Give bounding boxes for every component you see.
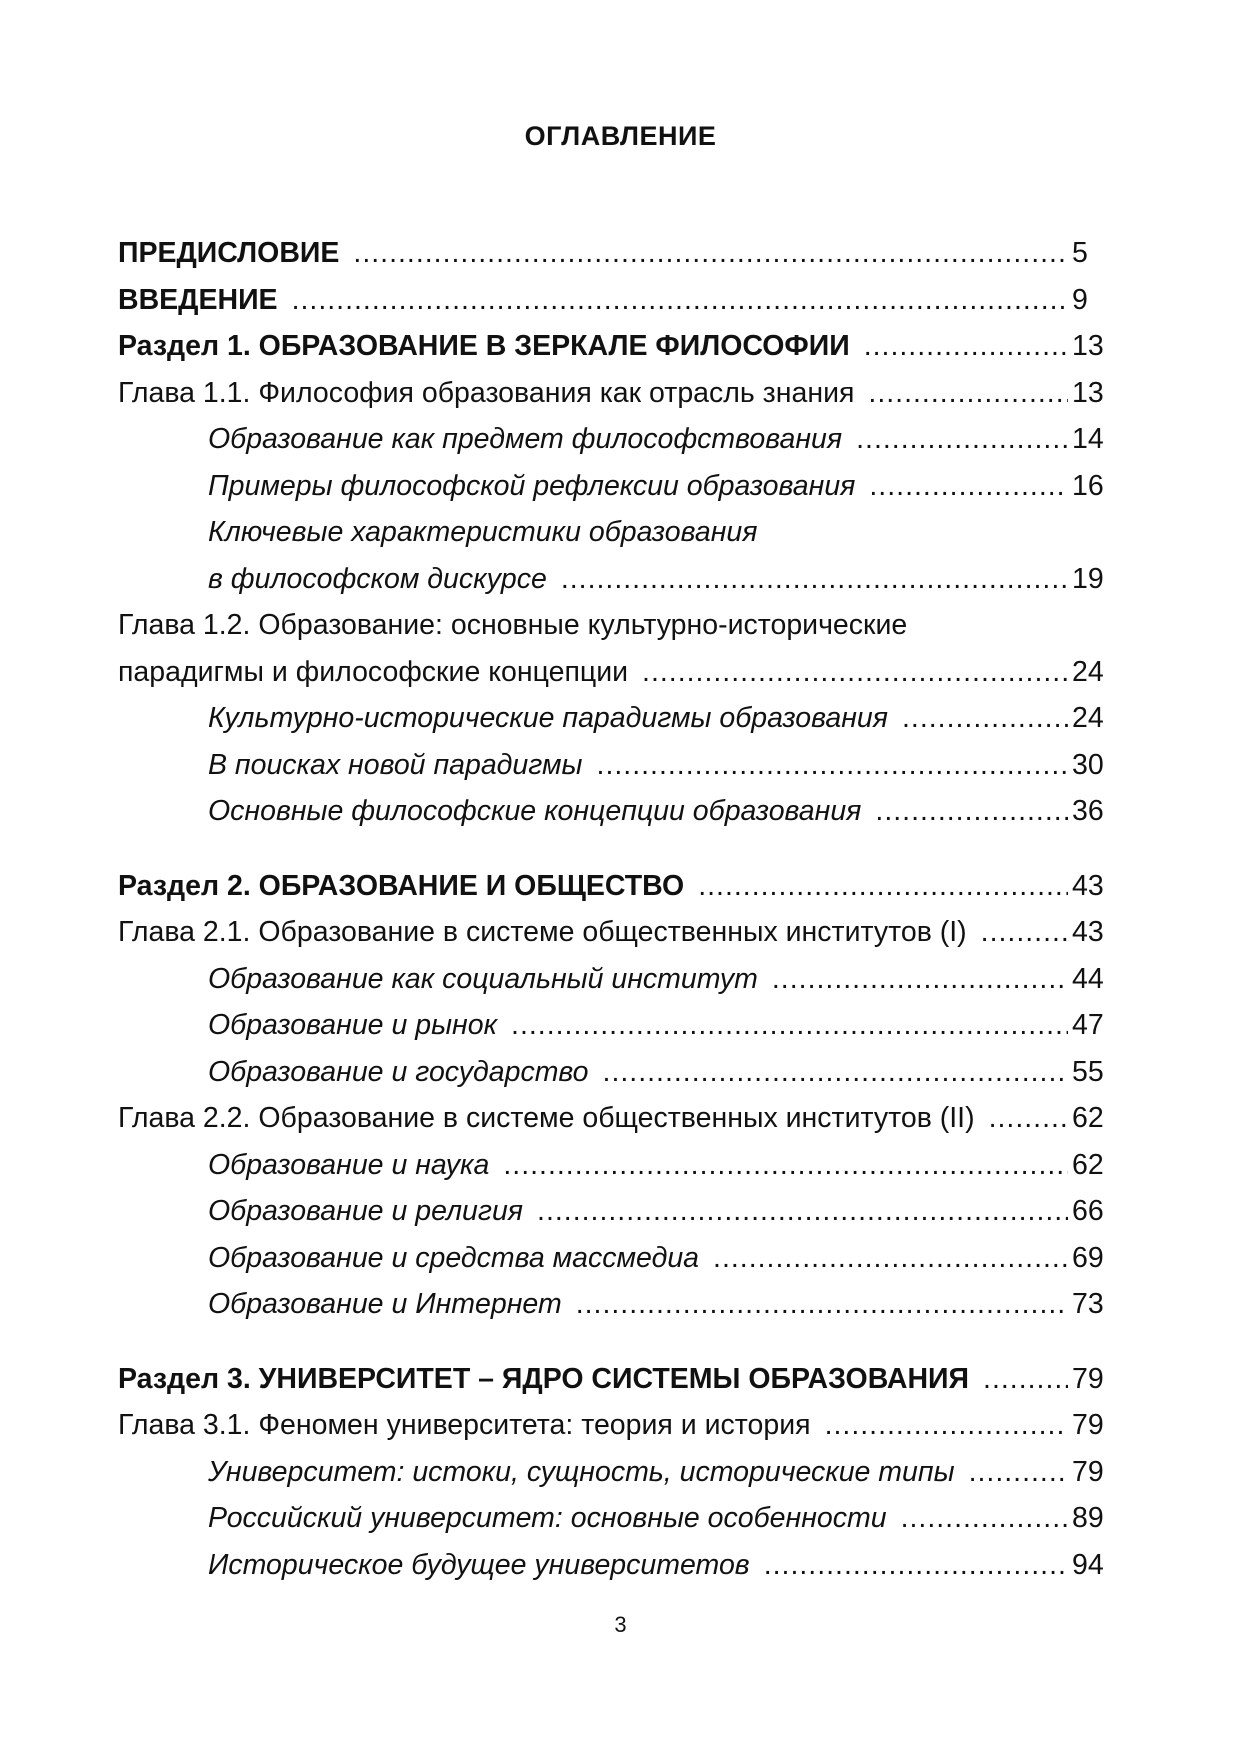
toc-entry-label: В поисках новой парадигмы bbox=[208, 748, 583, 781]
toc-entry-subsection[interactable] bbox=[118, 1002, 1108, 1049]
dot-leader bbox=[511, 1002, 1068, 1049]
toc-entry-subsection[interactable] bbox=[118, 742, 1108, 789]
dot-leader bbox=[875, 788, 1068, 835]
toc-entry-label: Образование и Интернет bbox=[208, 1288, 562, 1320]
toc-entry-subsection[interactable] bbox=[118, 956, 1108, 1003]
page-title: ОГЛАВЛЕНИЕ bbox=[524, 121, 717, 151]
toc-entry-label: Глава 1.1. Философия образования как отрасль знания bbox=[118, 376, 855, 409]
toc-entry-chapter-3-1[interactable] bbox=[118, 1402, 1108, 1449]
toc-entry-subsection[interactable] bbox=[118, 416, 1108, 463]
dot-leader bbox=[576, 1281, 1068, 1328]
dot-leader bbox=[901, 1495, 1068, 1542]
toc-entry-label: Университет: истоки, сущность, исторические типы bbox=[208, 1455, 955, 1488]
dot-leader bbox=[772, 956, 1068, 1003]
toc-entry-page: 43 bbox=[1072, 869, 1104, 902]
toc-entry-chapter-1-1[interactable] bbox=[118, 370, 1108, 417]
toc-entry-label: Ключевые характеристики образования bbox=[208, 516, 758, 548]
dot-leader bbox=[698, 863, 1068, 910]
toc-entry-page: 13 bbox=[1072, 330, 1104, 362]
toc-entry-page: 79 bbox=[1072, 1455, 1104, 1488]
toc-entry-section-1[interactable] bbox=[118, 323, 1108, 370]
toc-entry-label: Глава 3.1. Феномен университета: теория и история bbox=[118, 1409, 811, 1441]
toc-entry-subsection[interactable] bbox=[118, 1049, 1108, 1096]
toc-entry-page: 43 bbox=[1072, 916, 1104, 948]
toc-entry-page: 89 bbox=[1072, 1502, 1104, 1534]
toc-entry-label: Образование и религия bbox=[208, 1195, 524, 1227]
toc-entry-page: 9 bbox=[1072, 283, 1088, 316]
toc-entry-label: ПРЕДИСЛОВИЕ bbox=[118, 237, 340, 269]
toc-entry-page: 30 bbox=[1072, 748, 1104, 781]
toc-entry-label: Раздел 2. ОБРАЗОВАНИЕ И ОБЩЕСТВО bbox=[118, 869, 685, 902]
dot-leader bbox=[353, 230, 1068, 277]
toc-entry-subsection[interactable] bbox=[118, 788, 1108, 835]
toc-entry-subsection[interactable] bbox=[118, 556, 1108, 603]
toc-entry-preface[interactable] bbox=[118, 230, 1108, 277]
toc-entry-chapter-1-2[interactable] bbox=[118, 602, 1108, 649]
dot-leader bbox=[983, 1356, 1068, 1403]
toc-entry-introduction[interactable] bbox=[118, 277, 1108, 324]
toc-entry-page: 69 bbox=[1072, 1241, 1104, 1274]
dot-leader bbox=[713, 1235, 1068, 1282]
toc-entry-label: Культурно-исторические парадигмы образования bbox=[208, 702, 888, 734]
toc-entry-label: Раздел 1. ОБРАЗОВАНИЕ В ЗЕРКАЛЕ ФИЛОСОФИИ bbox=[118, 330, 850, 362]
toc-entry-subsection[interactable] bbox=[118, 463, 1108, 510]
dot-leader bbox=[561, 556, 1068, 603]
toc-entry-page: 94 bbox=[1072, 1548, 1104, 1581]
toc-entry-label: Образование и рынок bbox=[208, 1009, 498, 1041]
toc-entry-page: 62 bbox=[1072, 1148, 1104, 1181]
toc-entry-page: 55 bbox=[1072, 1055, 1104, 1088]
toc-entry-page: 79 bbox=[1072, 1409, 1104, 1441]
toc-entry-section-2[interactable] bbox=[118, 863, 1108, 910]
toc-entry-section-3[interactable] bbox=[118, 1356, 1108, 1403]
toc-entry-page: 14 bbox=[1072, 423, 1104, 455]
dot-leader bbox=[989, 1095, 1068, 1142]
dot-leader bbox=[981, 909, 1068, 956]
dot-leader bbox=[868, 370, 1068, 417]
toc-entry-subsection[interactable] bbox=[118, 1449, 1108, 1496]
toc-entry-chapter-2-2[interactable] bbox=[118, 1095, 1108, 1142]
dot-leader bbox=[825, 1402, 1068, 1449]
toc-entry-subsection[interactable] bbox=[118, 1542, 1108, 1589]
toc-entry-page: 24 bbox=[1072, 702, 1104, 734]
dot-leader bbox=[642, 649, 1068, 696]
toc-entry-subsection[interactable] bbox=[118, 1495, 1108, 1542]
toc-entry-label: Раздел 3. УНИВЕРСИТЕТ – ЯДРО СИСТЕМЫ ОБРАЗОВАНИЯ bbox=[118, 1362, 970, 1395]
toc-entry-page: 19 bbox=[1072, 562, 1104, 595]
toc-entry-label: в философском дискурсе bbox=[208, 562, 547, 595]
toc-entry-chapter-1-2-cont[interactable] bbox=[118, 649, 1108, 696]
toc-entry-label: Российский университет: основные особенности bbox=[208, 1502, 887, 1534]
dot-leader bbox=[869, 463, 1068, 510]
toc-entry-subsection[interactable] bbox=[118, 1281, 1108, 1328]
toc-entry-label: Образование и государство bbox=[208, 1055, 589, 1088]
toc-entry-label: Примеры философской рефлексии образования bbox=[208, 469, 856, 502]
toc-entry-subsection[interactable] bbox=[118, 1188, 1108, 1235]
toc-entry-page: 47 bbox=[1072, 1009, 1104, 1041]
dot-leader bbox=[902, 695, 1068, 742]
toc-entry-page: 36 bbox=[1072, 795, 1104, 827]
toc-entry-label: Основные философские концепции образования bbox=[208, 795, 862, 827]
toc-entry-subsection[interactable] bbox=[118, 1235, 1108, 1282]
dot-leader bbox=[597, 742, 1068, 789]
dot-leader bbox=[864, 323, 1068, 370]
toc-entry-label: Глава 1.2. Образование: основные культурно-исторические bbox=[118, 609, 908, 641]
toc-entry-page: 79 bbox=[1072, 1362, 1104, 1395]
toc-entry-label: ВВЕДЕНИЕ bbox=[118, 283, 278, 316]
toc-entry-label: парадигмы и философские концепции bbox=[118, 655, 629, 688]
toc-entry-page: 44 bbox=[1072, 962, 1104, 995]
table-of-contents bbox=[118, 230, 1108, 1588]
dot-leader bbox=[537, 1188, 1068, 1235]
page-number: 3 bbox=[614, 1612, 627, 1637]
toc-entry-subsection[interactable] bbox=[118, 1142, 1108, 1189]
dot-leader bbox=[856, 416, 1068, 463]
toc-entry-label: Образование как предмет философствования bbox=[208, 423, 843, 455]
toc-entry-page: 62 bbox=[1072, 1102, 1104, 1134]
dot-leader bbox=[292, 277, 1068, 324]
toc-entry-label: Глава 2.2. Образование в системе общественных институтов (II) bbox=[118, 1102, 975, 1134]
toc-entry-label: Глава 2.1. Образование в системе общественных институтов (I) bbox=[118, 916, 967, 948]
toc-entry-subsection[interactable] bbox=[118, 695, 1108, 742]
toc-entry-subsection[interactable] bbox=[118, 509, 1108, 556]
toc-entry-label: Образование и наука bbox=[208, 1148, 490, 1181]
toc-entry-page: 16 bbox=[1072, 469, 1104, 502]
toc-entry-page: 13 bbox=[1072, 376, 1104, 409]
dot-leader bbox=[764, 1542, 1068, 1589]
dot-leader bbox=[603, 1049, 1068, 1096]
dot-leader bbox=[969, 1449, 1068, 1496]
toc-entry-label: Образование как социальный институт bbox=[208, 962, 758, 995]
toc-entry-page: 66 bbox=[1072, 1195, 1104, 1227]
toc-entry-page: 5 bbox=[1072, 237, 1088, 269]
toc-entry-page: 73 bbox=[1072, 1288, 1104, 1320]
toc-entry-page: 24 bbox=[1072, 655, 1104, 688]
toc-entry-label: Историческое будущее университетов bbox=[208, 1548, 750, 1581]
dot-leader bbox=[503, 1142, 1068, 1189]
toc-entry-label: Образование и средства массмедиа bbox=[208, 1241, 700, 1274]
toc-entry-chapter-2-1[interactable] bbox=[118, 909, 1108, 956]
